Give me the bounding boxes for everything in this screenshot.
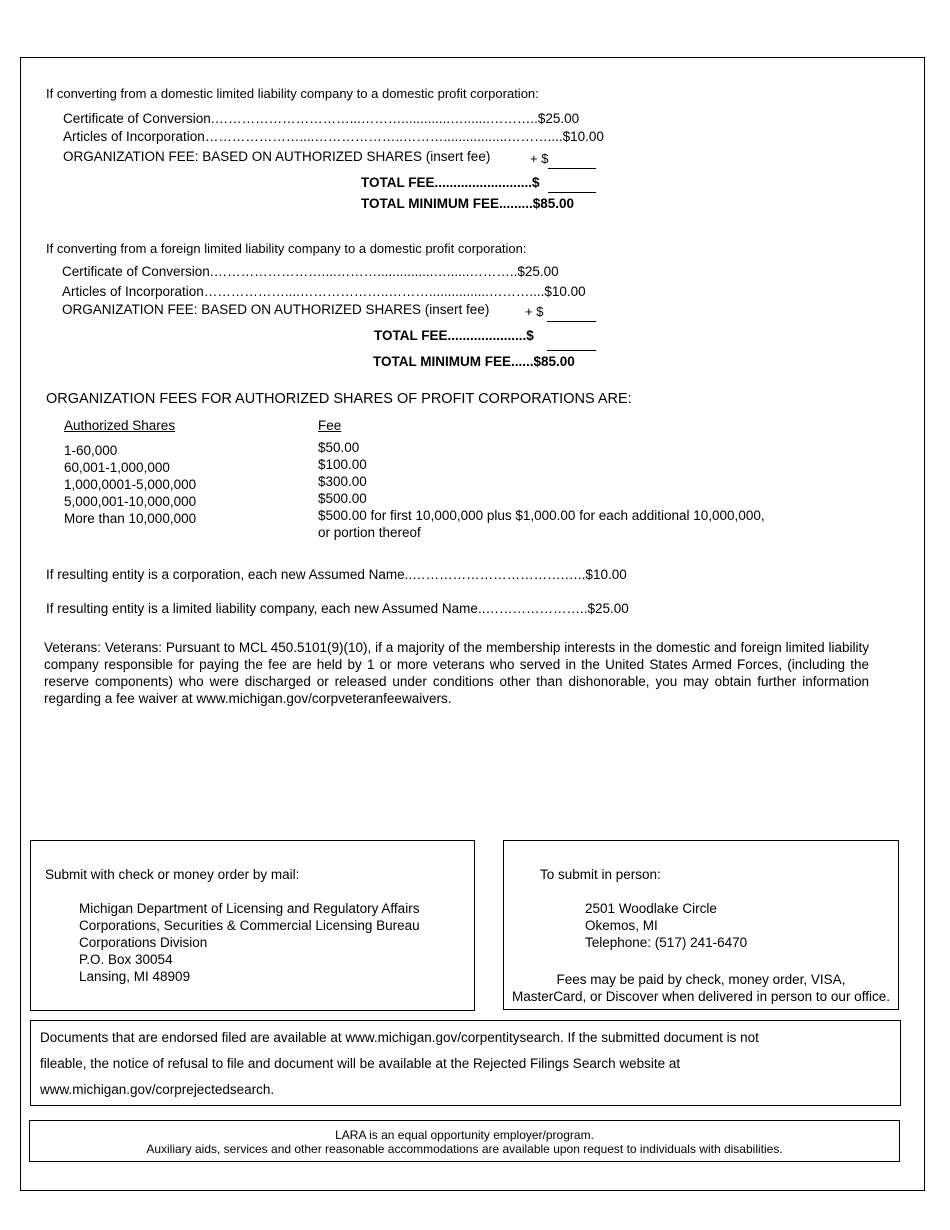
org-fees-col-shares: Authorized Shares [64,418,176,433]
section2-certificate-line: Certificate of Conversion.……………………....………...............…......………..$25.00 [62,264,559,279]
org-fees-fee-cell-continued: or portion thereof [318,525,421,540]
section1-org-fee-label: ORGANIZATION FEE: BASED ON AUTHORIZED SHARES (insert fee) [63,149,491,164]
in-person-address-line: Okemos, MI [585,918,658,933]
org-fees-shares-cell: More than 10,000,000 [64,511,197,526]
org-fees-fee-cell: $50.00 [318,440,360,455]
documents-notice-line: Documents that are endorsed filed are available at www.michigan.gov/corpentitysearch. If the submitted document is not [40,1030,759,1045]
mail-address-line: Corporations Division [79,935,208,950]
section2-plus-dollar: + $ [525,304,544,319]
mail-address-line: Lansing, MI 48909 [79,969,191,984]
footer-equal-opportunity: LARA is an equal opportunity employer/program. [335,1128,594,1142]
assumed-name-corporation: If resulting entity is a corporation, each new Assumed Name..…………………………….…..$10.00 [46,567,627,582]
mail-heading: Submit with check or money order by mail: [45,867,300,882]
org-fees-fee-cell: $100.00 [318,457,367,472]
documents-notice-line: fileable, the notice of refusal to file and document will be available at the Rejected Filings Search website at [40,1056,681,1071]
assumed-name-llc: If resulting entity is a limited liability company, each new Assumed Name..…………………..$25.00 [46,601,629,616]
veterans-paragraph: Veterans: Veterans: Pursuant to MCL 450.5101(9)(10), if a majority of the membership interests in the domestic and foreign limited liability company responsible for paying the fee are held by 1 or more veterans who served in the United States Armed Forces, (including the reserve components) who were discharged or released under conditions other than dishonorable, you may obtain further information regarding a fee waiver at www.michigan.gov/corpveteranfeewaivers. [44,640,869,706]
section1-total-fee: TOTAL FEE..........................$ [361,175,540,190]
in-person-heading: To submit in person: [540,867,661,882]
org-fees-shares-cell: 60,001-1,000,000 [64,460,170,475]
org-fees-shares-cell: 5,000,001-10,000,000 [64,494,197,509]
org-fees-heading: ORGANIZATION FEES FOR AUTHORIZED SHARES OF PROFIT CORPORATIONS ARE: [46,391,632,407]
org-fees-fee-cell: $500.00 for first 10,000,000 plus $1,000.00 for each additional 10,000,000, [318,508,765,523]
mail-address-line: Michigan Department of Licensing and Regulatory Affairs [79,901,420,916]
section2-total-fee-blank[interactable] [547,350,596,351]
section2-total-minimum-fee: TOTAL MINIMUM FEE......$85.00 [373,354,575,369]
section2-heading: If converting from a foreign limited liability company to a domestic profit corporation: [46,241,527,256]
section1-certificate-line: Certificate of Conversion.…………………………...……….............….......………..$25.00 [63,111,580,126]
in-person-address-line: 2501 Woodlake Circle [585,901,717,916]
org-fees-fee-cell: $300.00 [318,474,367,489]
documents-notice-line: www.michigan.gov/corprejectedsearch. [40,1082,275,1097]
section2-org-fee-blank[interactable] [547,321,596,322]
mail-address-line: Corporations, Securities & Commercial Licensing Bureau [79,918,420,933]
org-fees-fee-cell: $500.00 [318,491,367,506]
section2-articles-line: Articles of Incorporation………………....………………..………................………....$10.00 [62,284,586,299]
section1-org-fee-blank[interactable] [548,168,596,169]
in-person-payment-line: MasterCard, or Discover when delivered in person to our office. [512,989,890,1004]
section2-total-fee: TOTAL FEE.....................$ [374,328,534,343]
section1-total-minimum-fee: TOTAL MINIMUM FEE.........$85.00 [361,196,575,211]
footer-accommodations: Auxiliary aids, services and other reasonable accommodations are available upon request to individuals with disabilities. [146,1142,783,1156]
section1-heading: If converting from a domestic limited liability company to a domestic profit corporation: [46,86,539,101]
in-person-payment-line: Fees may be paid by check, money order, VISA, [556,972,846,987]
section1-total-fee-blank[interactable] [548,192,596,193]
section2-org-fee-label: ORGANIZATION FEE: BASED ON AUTHORIZED SHARES (insert fee) [62,302,490,317]
org-fees-shares-cell: 1,000,0001-5,000,000 [64,477,197,492]
mail-address-line: P.O. Box 30054 [79,952,173,967]
section1-plus-dollar: + $ [530,151,549,166]
org-fees-shares-cell: 1-60,000 [64,443,118,458]
section1-articles-line: Articles of Incorporation…………………....………………..……….................………....$10.00 [63,129,604,144]
org-fees-col-fee: Fee [318,418,342,433]
in-person-telephone: Telephone: (517) 241-6470 [585,935,748,950]
